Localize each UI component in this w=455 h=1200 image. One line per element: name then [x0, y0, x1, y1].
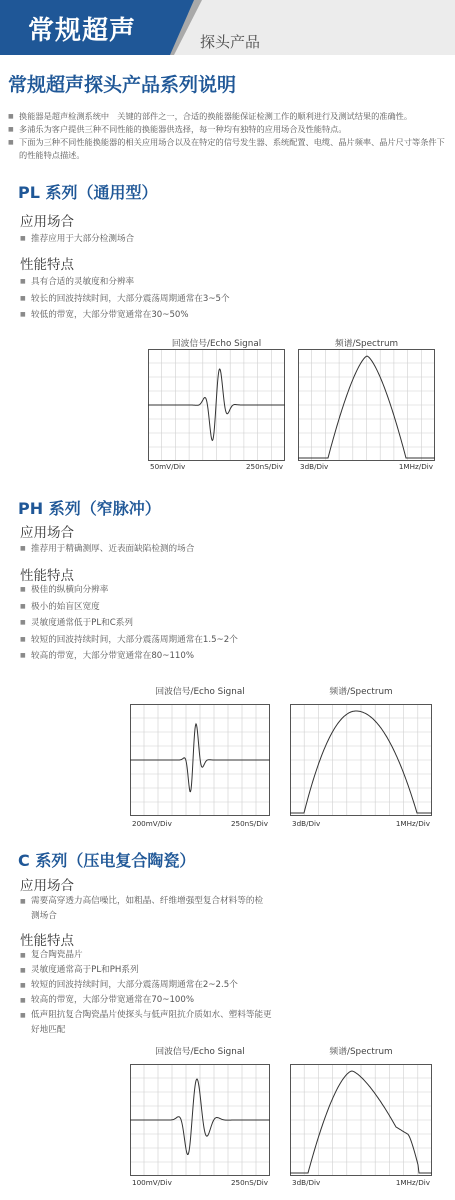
list-item: ■ 需要高穿透力高信噪比，如粗晶、纤维增强型复合材料等的检测场合 — [20, 894, 270, 924]
spectrum-graph — [290, 704, 432, 816]
spectrum-plot-ph — [290, 684, 432, 830]
intro-item: ■ 换能器是超声检测系统中 关键的部件之一，合适的换能器能保证检测工作的顺利进行及测试结果的准确性。 — [8, 110, 448, 123]
header-subtitle: 探头产品 — [200, 33, 261, 51]
list-item: ■ 较短的回波持续时间，大部分震荡周期通常在1.5~2个 — [20, 632, 440, 649]
features-heading: 性能特点 — [20, 933, 74, 949]
spectrum-plot-pl — [298, 336, 435, 472]
spectrum-scale-label: 3dB/Div — [292, 1178, 321, 1187]
list-item: ■ 推荐用于精确测厚、近表面缺陷检测的场合 — [20, 541, 440, 558]
echo-graph — [130, 1064, 270, 1176]
list-item: ■ 低声阻抗复合陶瓷晶片使探头与低声阻抗介质如水、塑料等能更好地匹配 — [20, 1008, 280, 1038]
series-title-pl: PL 系列（通用型） — [18, 183, 158, 202]
header-title: 常规超声 — [28, 16, 137, 46]
echo-graph — [130, 704, 270, 816]
list-item: ■ 极小的始盲区宽度 — [20, 599, 440, 616]
features-list — [20, 948, 280, 1038]
echo-time-label: 250nS/Div — [230, 819, 268, 828]
echo-signal-plot-c — [130, 1044, 270, 1194]
list-item: ■ 较短的回波持续时间，大部分震荡周期通常在2~2.5个 — [20, 978, 280, 993]
spectrum-scale-label: 3dB/Div — [292, 819, 321, 828]
echo-graph — [148, 349, 285, 461]
list-item: ■ 较低的带宽，大部分带宽通常在30~50% — [20, 307, 440, 324]
spectrum-freq-label: 1MHz/Div — [395, 819, 430, 828]
echo-plot-title: 回波信号/Echo Signal — [155, 687, 245, 697]
echo-plot-title: 回波信号/Echo Signal — [155, 1047, 245, 1057]
list-item: ■ 较长的回波持续时间，大部分震荡周期通常在3~5个 — [20, 291, 440, 308]
spectrum-plot-title: 频谱/Spectrum — [329, 687, 393, 697]
features-list — [20, 582, 440, 665]
application-heading: 应用场合 — [20, 214, 74, 230]
features-list — [20, 274, 440, 324]
list-item: ■ 复合陶瓷晶片 — [20, 948, 280, 963]
echo-signal-plot-pl — [148, 336, 285, 472]
application-list — [20, 231, 440, 248]
list-item: ■ 较高的带宽，大部分带宽通常在80~110% — [20, 648, 440, 665]
spectrum-plot-c — [290, 1044, 432, 1194]
application-list — [20, 894, 270, 924]
header-banner — [0, 0, 455, 55]
intro-item: ■ 下面为三种不同性能换能器的相关应用场合以及在特定的信号发生器、系统配置、电缆、晶片频率、晶片尺寸等条件下的性能特点描述。 — [8, 136, 448, 162]
echo-scale-label: 100mV/Div — [132, 1178, 172, 1187]
intro-item: ■ 多浦乐为客户提供三种不同性能的换能器供选择，每一种均有独特的应用场合及性能特点。 — [8, 123, 448, 136]
application-list — [20, 541, 440, 558]
features-heading: 性能特点 — [20, 568, 74, 584]
list-item: ■ 较高的带宽，大部分带宽通常在70~100% — [20, 993, 280, 1008]
series-title-c: C 系列（压电复合陶瓷） — [18, 851, 196, 870]
list-item: ■ 具有合适的灵敏度和分辨率 — [20, 274, 440, 291]
application-heading: 应用场合 — [20, 878, 74, 894]
echo-plot-title: 回波信号/Echo Signal — [171, 339, 262, 349]
spectrum-scale-label: 3dB/Div — [300, 462, 329, 471]
intro-list — [8, 110, 448, 162]
echo-scale-label: 50mV/Div — [150, 462, 186, 471]
spectrum-freq-label: 1MHz/Div — [395, 1178, 430, 1187]
echo-signal-plot-ph — [130, 684, 270, 830]
list-item: ■ 极佳的纵横向分辨率 — [20, 582, 440, 599]
echo-time-label: 250nS/Div — [245, 462, 283, 471]
spectrum-plot-title: 频谱/Spectrum — [329, 1047, 393, 1057]
spectrum-plot-title: 频谱/Spectrum — [334, 339, 399, 349]
spectrum-graph — [290, 1064, 432, 1176]
list-item: ■ 灵敏度通常高于PL和PH系列 — [20, 963, 280, 978]
spectrum-graph — [298, 349, 435, 461]
series-title-ph: PH 系列（窄脉冲） — [18, 499, 161, 518]
spectrum-freq-label: 1MHz/Div — [398, 462, 433, 471]
echo-time-label: 250nS/Div — [230, 1178, 268, 1187]
features-heading: 性能特点 — [20, 257, 74, 273]
list-item: ■ 推荐应用于大部分检测场合 — [20, 231, 440, 248]
page-title: 常规超声探头产品系列说明 — [8, 74, 237, 96]
echo-scale-label: 200mV/Div — [132, 819, 172, 828]
application-heading: 应用场合 — [20, 525, 74, 541]
list-item: ■ 灵敏度通常低于PL和C系列 — [20, 615, 440, 632]
